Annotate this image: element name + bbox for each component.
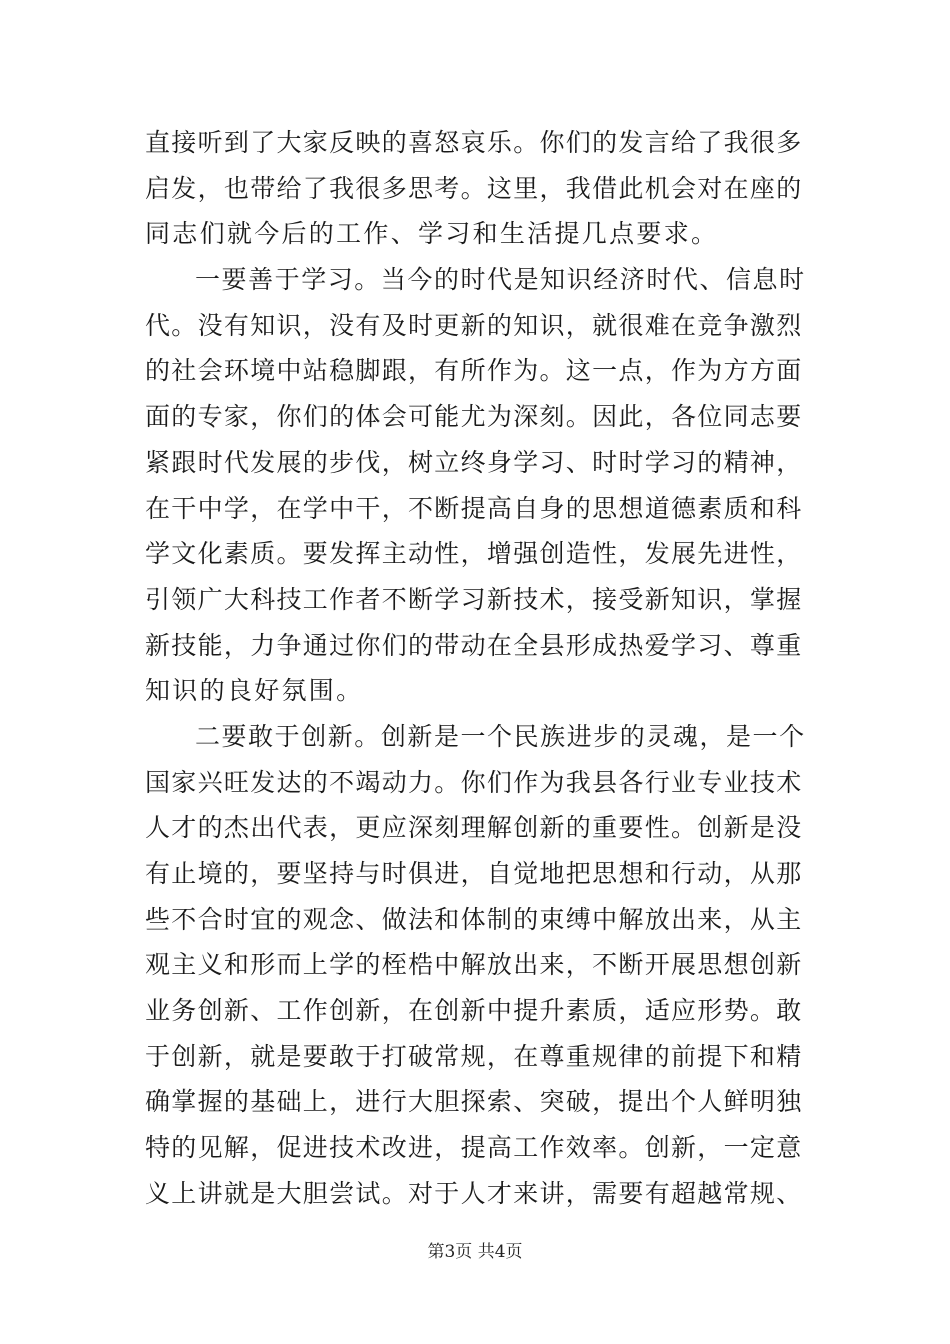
paragraph-start-line: 二要敢于创新。创新是一个民族进步的灵魂，是一个 [195,721,806,751]
text-line: 同志们就今后的工作、学习和生活提几点要求。 [145,219,719,249]
text-line: 有止境的，要坚持与时俱进，自觉地把思想和行动，从那 [145,859,803,888]
text-line: 业务创新、工作创新，在创新中提升素质，适应形势。敢 [145,996,803,1026]
text-line: 新技能，力争通过你们的带动在全县形成热爱学习、尊重 [145,630,803,660]
text-line: 特的见解，促进技术改进，提高工作效率。创新，一定意 [145,1133,803,1163]
document-body [145,120,807,1217]
text-line: 面的专家，你们的体会可能尤为深刻。因此，各位同志要 [145,402,803,432]
text-line: 观主义和形而上学的桎梏中解放出来，不断开展思想创新 [145,950,803,980]
text-line: 在干中学，在学中干，不断提高自身的思想道德素质和科 [145,493,803,523]
text-line: 国家兴旺发达的不竭动力。你们作为我县各行业专业技术 [145,767,803,797]
page-number-footer: 第3页 共4页 [427,1242,523,1262]
text-line: 于创新，就是要敢于打破常规，在尊重规律的前提下和精 [145,1041,803,1071]
text-line: 学文化素质。要发挥主动性，增强创造性，发展先进性， [145,539,803,569]
text-line: 引领广大科技工作者不断学习新技术，接受新知识，掌握 [145,584,803,614]
text-line: 的社会环境中站稳脚跟，有所作为。这一点，作为方方面 [145,356,803,386]
text-line: 人才的杰出代表，更应深刻理解创新的重要性。创新是没 [145,813,803,843]
text-line: 启发，也带给了我很多思考。这里，我借此机会对在座的 [145,173,803,203]
text-line: 代。没有知识，没有及时更新的知识，就很难在竞争激烈 [145,310,803,340]
text-line: 确掌握的基础上，进行大胆探索、突破，提出个人鲜明独 [145,1087,803,1117]
text-line: 紧跟时代发展的步伐，树立终身学习、时时学习的精神， [145,447,803,477]
paragraph-start-line: 一要善于学习。当今的时代是知识经济时代、信息时 [195,265,806,295]
text-line: 义上讲就是大胆尝试。对于人才来讲，需要有超越常规、 [145,1178,803,1208]
text-line: 些不合时宜的观念、做法和体制的束缚中解放出来，从主 [145,904,803,934]
text-line: 知识的良好氛围。 [145,676,364,706]
text-line: 直接听到了大家反映的喜怒哀乐。你们的发言给了我很多 [145,128,803,157]
